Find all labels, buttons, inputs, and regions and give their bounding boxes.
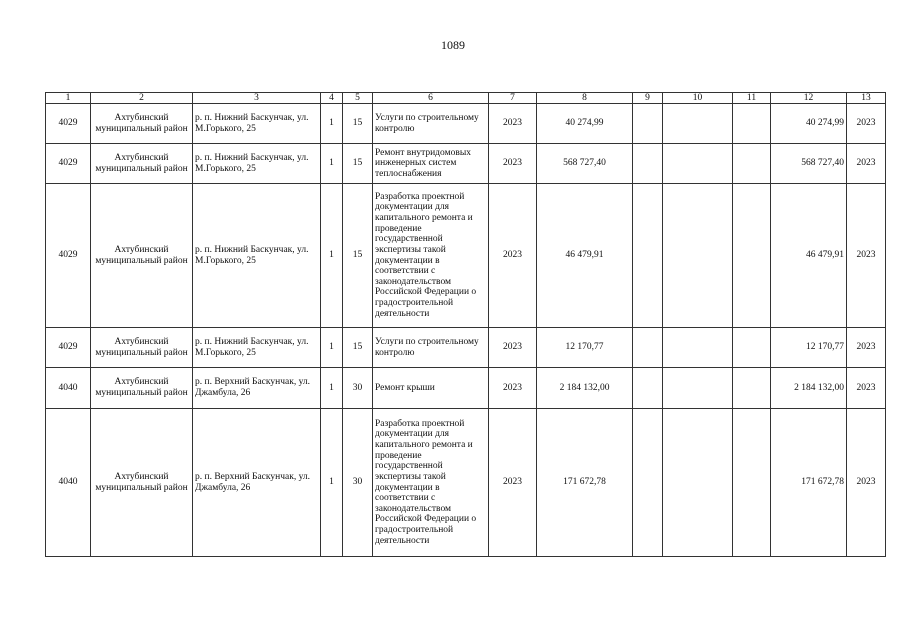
year-cell: 2023	[489, 184, 537, 328]
column-header: 5	[343, 93, 373, 104]
col11-cell	[733, 104, 771, 144]
col11-cell	[733, 184, 771, 328]
table-row	[46, 144, 886, 184]
object-id: 4040	[46, 368, 91, 409]
district-cell: Ахтубинский муниципальный район	[91, 184, 193, 328]
col9-cell	[633, 144, 663, 184]
col13-year-cell: 2023	[847, 104, 886, 144]
amount-cell: 171 672,78	[537, 409, 633, 557]
object-id: 4040	[46, 409, 91, 557]
work-type-cell: Ремонт внутридомовых инженерных систем теплоснабжения	[373, 144, 489, 184]
column-header: 13	[847, 93, 886, 104]
table-row	[46, 368, 886, 409]
col13-year-cell: 2023	[847, 409, 886, 557]
col4-cell: 1	[321, 409, 343, 557]
col4-cell: 1	[321, 328, 343, 368]
col12-amount-cell: 568 727,40	[771, 144, 847, 184]
col9-cell	[633, 368, 663, 409]
col11-cell	[733, 368, 771, 409]
address-cell: р. п. Нижний Баскунчак, ул. М.Горького, 25	[193, 328, 321, 368]
table-row	[46, 104, 886, 144]
amount-cell: 40 274,99	[537, 104, 633, 144]
table-row	[46, 328, 886, 368]
col10-cell	[663, 184, 733, 328]
col4-cell: 1	[321, 144, 343, 184]
column-header: 8	[537, 93, 633, 104]
district-cell: Ахтубинский муниципальный район	[91, 144, 193, 184]
column-header: 9	[633, 93, 663, 104]
district-cell: Ахтубинский муниципальный район	[91, 368, 193, 409]
object-id: 4029	[46, 184, 91, 328]
col11-cell	[733, 144, 771, 184]
col12-amount-cell: 40 274,99	[771, 104, 847, 144]
col9-cell	[633, 409, 663, 557]
col10-cell	[663, 104, 733, 144]
address-cell: р. п. Нижний Баскунчак, ул. М.Горького, 25	[193, 104, 321, 144]
col12-amount-cell: 171 672,78	[771, 409, 847, 557]
col10-cell	[663, 368, 733, 409]
col13-year-cell: 2023	[847, 368, 886, 409]
work-type-cell: Разработка проектной документации для капитального ремонта и проведение государственной экспертизы такой документации в соответствии с законодательством Российской Федерации о градостроительной деятельности	[373, 409, 489, 557]
district-cell: Ахтубинский муниципальный район	[91, 328, 193, 368]
col12-amount-cell: 2 184 132,00	[771, 368, 847, 409]
column-header: 4	[321, 93, 343, 104]
col5-cell: 30	[343, 368, 373, 409]
table-row	[46, 409, 886, 557]
work-type-cell: Ремонт крыши	[373, 368, 489, 409]
col10-cell	[663, 144, 733, 184]
address-cell: р. п. Нижний Баскунчак, ул. М.Горького, 25	[193, 184, 321, 328]
column-header: 11	[733, 93, 771, 104]
column-header: 3	[193, 93, 321, 104]
column-header: 7	[489, 93, 537, 104]
year-cell: 2023	[489, 104, 537, 144]
col13-year-cell: 2023	[847, 144, 886, 184]
col13-year-cell: 2023	[847, 328, 886, 368]
object-id: 4029	[46, 104, 91, 144]
column-header: 10	[663, 93, 733, 104]
work-type-cell: Услуги по строительному контролю	[373, 328, 489, 368]
col4-cell: 1	[321, 184, 343, 328]
col5-cell: 30	[343, 409, 373, 557]
col5-cell: 15	[343, 184, 373, 328]
col9-cell	[633, 328, 663, 368]
table-row	[46, 184, 886, 328]
year-cell: 2023	[489, 144, 537, 184]
work-type-cell: Разработка проектной документации для капитального ремонта и проведение государственной экспертизы такой документации в соответствии с законодательством Российской Федерации о градостроительной деятельности	[373, 184, 489, 328]
col9-cell	[633, 104, 663, 144]
amount-cell: 568 727,40	[537, 144, 633, 184]
page-number: 1089	[441, 38, 465, 52]
address-cell: р. п. Нижний Баскунчак, ул. М.Горького, 25	[193, 144, 321, 184]
object-id: 4029	[46, 328, 91, 368]
column-header: 2	[91, 93, 193, 104]
district-cell: Ахтубинский муниципальный район	[91, 409, 193, 557]
year-cell: 2023	[489, 368, 537, 409]
col11-cell	[733, 328, 771, 368]
year-cell: 2023	[489, 409, 537, 557]
column-header: 6	[373, 93, 489, 104]
year-cell: 2023	[489, 328, 537, 368]
address-cell: р. п. Верхний Баскунчак, ул. Джамбула, 26	[193, 368, 321, 409]
column-number-row	[46, 93, 886, 104]
col5-cell: 15	[343, 144, 373, 184]
amount-cell: 2 184 132,00	[537, 368, 633, 409]
col9-cell	[633, 184, 663, 328]
object-id: 4029	[46, 144, 91, 184]
district-cell: Ахтубинский муниципальный район	[91, 104, 193, 144]
col10-cell	[663, 409, 733, 557]
col4-cell: 1	[321, 368, 343, 409]
column-header: 12	[771, 93, 847, 104]
col12-amount-cell: 12 170,77	[771, 328, 847, 368]
column-header: 1	[46, 93, 91, 104]
amount-cell: 12 170,77	[537, 328, 633, 368]
col5-cell: 15	[343, 328, 373, 368]
col12-amount-cell: 46 479,91	[771, 184, 847, 328]
col4-cell: 1	[321, 104, 343, 144]
col13-year-cell: 2023	[847, 184, 886, 328]
address-cell: р. п. Верхний Баскунчак, ул. Джамбула, 26	[193, 409, 321, 557]
capital-repair-table	[45, 92, 886, 557]
col5-cell: 15	[343, 104, 373, 144]
col10-cell	[663, 328, 733, 368]
col11-cell	[733, 409, 771, 557]
work-type-cell: Услуги по строительному контролю	[373, 104, 489, 144]
amount-cell: 46 479,91	[537, 184, 633, 328]
